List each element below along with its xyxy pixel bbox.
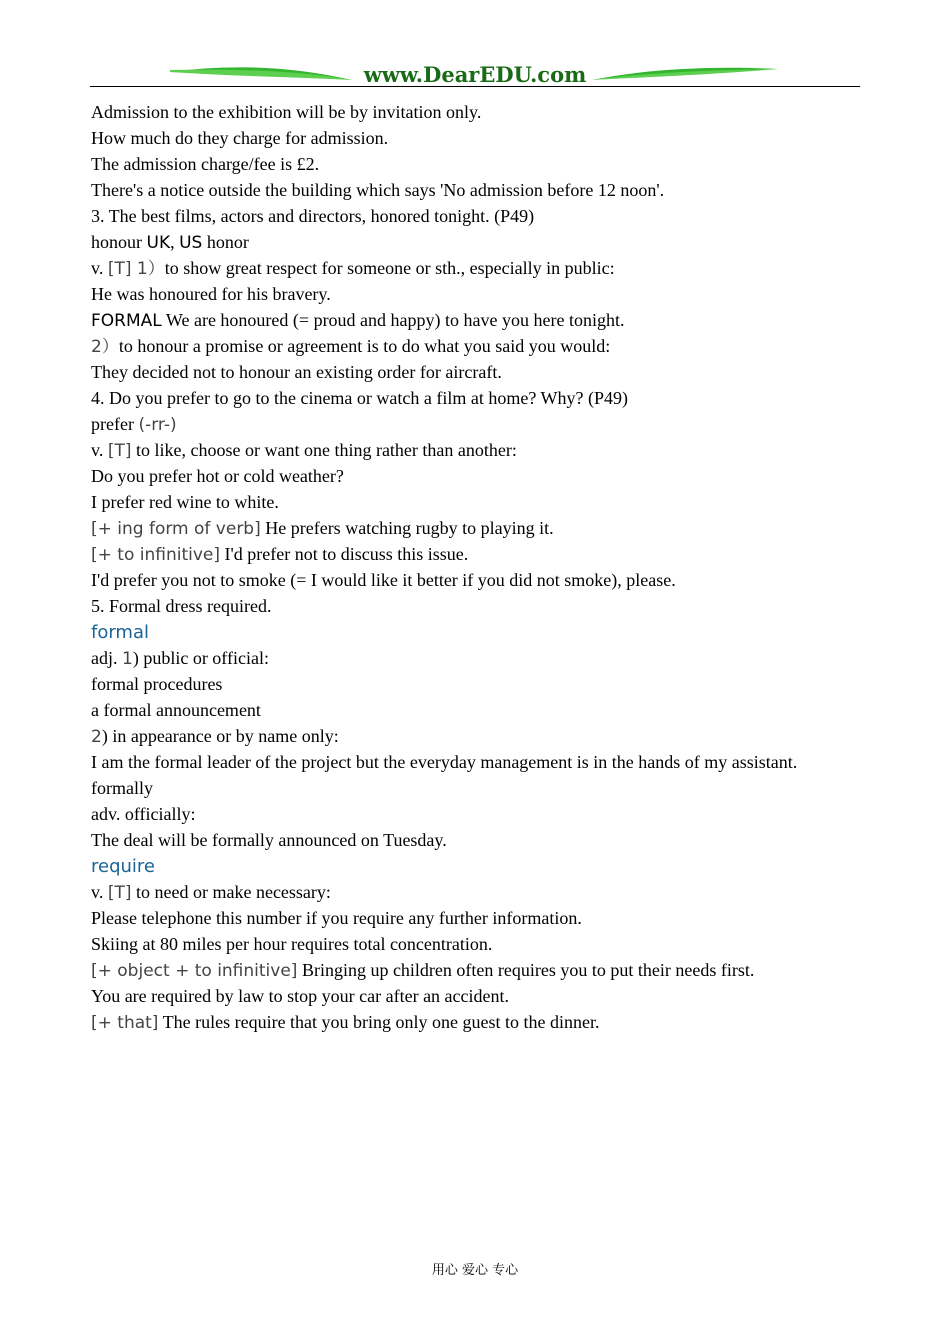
text-segment: to honour a promise or agreement is to do what you said you would:	[118, 336, 611, 356]
text-line	[91, 775, 881, 801]
text-line	[91, 671, 881, 697]
text-segment: v.	[91, 882, 108, 902]
page-footer: 用心 爱心 专心	[431, 1263, 519, 1278]
text-line	[91, 645, 881, 671]
text-line	[91, 619, 881, 645]
text-line	[91, 307, 881, 333]
text-segment: to show great respect for someone or sth., especially in public:	[164, 258, 615, 278]
text-segment: He was honoured for his bravery.	[91, 284, 331, 304]
text-segment: I prefer red wine to white.	[91, 492, 279, 512]
document-body	[91, 99, 881, 1035]
text-line	[91, 1009, 881, 1035]
text-line	[91, 593, 881, 619]
text-line	[91, 359, 881, 385]
text-line	[91, 931, 881, 957]
text-segment: 5. Formal dress required.	[91, 596, 272, 616]
text-line	[91, 385, 881, 411]
text-segment: to need or make necessary:	[131, 882, 331, 902]
text-segment: ,	[170, 232, 180, 252]
text-segment: [T]	[107, 883, 132, 903]
text-line	[91, 853, 881, 879]
text-segment: v.	[91, 440, 108, 460]
text-line	[91, 541, 881, 567]
text-line	[91, 463, 881, 489]
text-segment: adj.	[91, 648, 122, 668]
text-segment: FORMAL	[91, 311, 162, 331]
text-segment: 2	[91, 727, 102, 747]
text-segment: He prefers watching rugby to playing it.	[260, 518, 554, 538]
text-line	[91, 151, 881, 177]
text-line	[91, 229, 881, 255]
text-line	[91, 99, 881, 125]
text-line	[91, 411, 881, 437]
text-segment: I'd prefer you not to smoke (= I would like it better if you did not smoke), please.	[91, 570, 676, 590]
text-line	[91, 957, 881, 983]
text-segment: a formal announcement	[91, 700, 261, 720]
text-line	[91, 255, 881, 281]
text-line	[91, 879, 881, 905]
text-segment: I am the formal leader of the project but the everyday management is in the hands of my assistant.	[91, 752, 798, 772]
text-segment: They decided not to honour an existing order for aircraft.	[91, 362, 502, 382]
text-segment: 1	[122, 649, 133, 669]
text-segment: [T] 1）	[107, 259, 165, 279]
text-segment: You are required by law to stop your car after an accident.	[91, 986, 510, 1006]
text-segment: ) in appearance or by name only:	[101, 726, 339, 746]
text-line	[91, 489, 881, 515]
entry-headword: formal	[91, 622, 149, 643]
header-divider	[90, 86, 860, 87]
text-line	[91, 697, 881, 723]
text-segment: US	[179, 233, 203, 253]
text-segment: 4. Do you prefer to go to the cinema or watch a film at home? Why? (P49)	[91, 388, 629, 408]
text-segment: There's a notice outside the building which says 'No admission before 12 noon'.	[91, 180, 665, 200]
text-line	[91, 281, 881, 307]
text-line	[91, 125, 881, 151]
text-segment: ) public or official:	[132, 648, 269, 668]
text-segment: The deal will be formally announced on Tuesday.	[91, 830, 447, 850]
text-segment: How much do they charge for admission.	[91, 128, 389, 148]
text-segment: UK	[146, 233, 171, 253]
text-segment: honor	[202, 232, 249, 252]
text-segment: prefer	[91, 414, 139, 434]
text-segment: adv. officially:	[91, 804, 196, 824]
text-line	[91, 905, 881, 931]
text-segment: Please telephone this number if you require any further information.	[91, 908, 582, 928]
text-segment: (-rr-)	[138, 415, 177, 435]
text-line	[91, 723, 881, 749]
text-segment: to like, choose or want one thing rather than another:	[131, 440, 517, 460]
entry-headword: require	[91, 856, 155, 877]
text-segment: honour	[91, 232, 147, 252]
text-segment: Skiing at 80 miles per hour requires total concentration.	[91, 934, 493, 954]
text-line	[91, 515, 881, 541]
text-segment: The rules require that you bring only one guest to the dinner.	[158, 1012, 600, 1032]
text-segment: [+ to infinitive]	[91, 545, 220, 565]
text-line	[91, 827, 881, 853]
text-segment: I'd prefer not to discuss this issue.	[220, 544, 469, 564]
text-segment: formal procedures	[91, 674, 223, 694]
text-segment: v.	[91, 258, 108, 278]
text-segment: [+ object + to infinitive]	[91, 961, 298, 981]
text-line	[91, 567, 881, 593]
text-line	[91, 437, 881, 463]
text-line	[91, 203, 881, 229]
text-segment: [+ ing form of verb]	[91, 519, 261, 539]
text-segment: formally	[91, 778, 153, 798]
text-line	[91, 177, 881, 203]
text-segment: [+ that]	[91, 1013, 159, 1033]
text-segment: Bringing up children often requires you to put their needs first.	[297, 960, 755, 980]
text-segment: [T]	[107, 441, 132, 461]
site-logo-text: www.DearEDU.com	[363, 62, 587, 87]
text-segment: Admission to the exhibition will be by invitation only.	[91, 102, 482, 122]
text-segment: 2）	[91, 337, 119, 357]
text-segment: 3. The best films, actors and directors, honored tonight. (P49)	[91, 206, 535, 226]
text-line	[91, 983, 881, 1009]
text-segment: We are honoured (= proud and happy) to have you here tonight.	[161, 310, 625, 330]
text-segment: Do you prefer hot or cold weather?	[91, 466, 344, 486]
text-segment: The admission charge/fee is £2.	[91, 154, 320, 174]
text-line	[91, 749, 881, 775]
text-line	[91, 333, 881, 359]
text-line	[91, 801, 881, 827]
